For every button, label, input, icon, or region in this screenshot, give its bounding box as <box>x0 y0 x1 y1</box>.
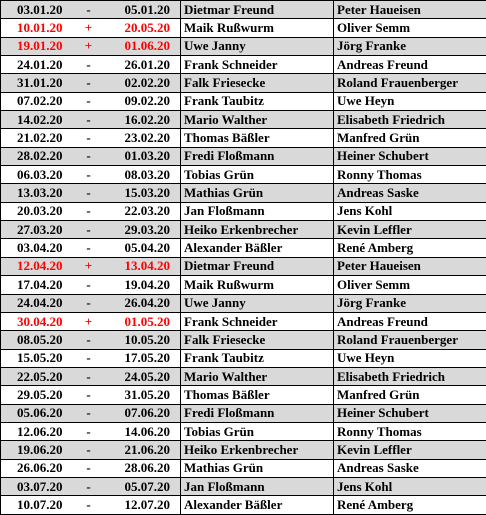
person-1-cell: Dietmar Freund <box>181 257 334 275</box>
person-1-cell: Frank Schneider <box>181 56 334 74</box>
date-from-cell: 05.06.20 <box>1 404 63 422</box>
person-1-cell: Frank Taubitz <box>181 349 334 367</box>
person-2-cell: René Amberg <box>334 239 486 257</box>
person-1-cell: Thomas Bäßler <box>181 386 334 404</box>
table-row <box>1 312 486 330</box>
person-2-cell: René Amberg <box>334 496 486 514</box>
table-row <box>1 331 486 349</box>
date-to-cell: 29.03.20 <box>115 221 181 239</box>
person-2-cell: Roland Frauenberger <box>334 331 486 349</box>
date-to-cell: 01.03.20 <box>115 147 181 165</box>
separator-cell: - <box>63 147 115 165</box>
table-row <box>1 19 486 37</box>
table-row <box>1 386 486 404</box>
person-2-cell: Elisabeth Friedrich <box>334 111 486 129</box>
date-to-cell: 21.06.20 <box>115 441 181 459</box>
person-1-cell: Tobias Grün <box>181 422 334 440</box>
date-from-cell: 17.04.20 <box>1 276 63 294</box>
table-row <box>1 441 486 459</box>
separator-cell: - <box>63 422 115 440</box>
person-1-cell: Fredi Floßmann <box>181 147 334 165</box>
table-row <box>1 184 486 202</box>
person-2-cell: Ronny Thomas <box>334 422 486 440</box>
separator-cell: + <box>63 37 115 55</box>
separator-cell: - <box>63 477 115 495</box>
person-1-cell: Alexander Bäßler <box>181 239 334 257</box>
date-from-cell: 27.03.20 <box>1 221 63 239</box>
date-from-cell: 30.04.20 <box>1 312 63 330</box>
separator-cell: - <box>63 74 115 92</box>
date-to-cell: 20.05.20 <box>115 19 181 37</box>
separator-cell: - <box>63 221 115 239</box>
person-1-cell: Thomas Bäßler <box>181 129 334 147</box>
date-to-cell: 02.02.20 <box>115 74 181 92</box>
date-from-cell: 21.02.20 <box>1 129 63 147</box>
separator-cell: - <box>63 56 115 74</box>
person-2-cell: Kevin Leffler <box>334 221 486 239</box>
date-from-cell: 07.02.20 <box>1 92 63 110</box>
date-to-cell: 10.05.20 <box>115 331 181 349</box>
separator-cell: - <box>63 1 115 19</box>
date-to-cell: 19.04.20 <box>115 276 181 294</box>
table-row <box>1 74 486 92</box>
table-row <box>1 147 486 165</box>
person-2-cell: Peter Haueisen <box>334 1 486 19</box>
person-1-cell: Mario Walther <box>181 111 334 129</box>
date-from-cell: 24.04.20 <box>1 294 63 312</box>
separator-cell: - <box>63 202 115 220</box>
date-to-cell: 09.02.20 <box>115 92 181 110</box>
person-2-cell: Elisabeth Friedrich <box>334 367 486 385</box>
date-from-cell: 06.03.20 <box>1 166 63 184</box>
person-1-cell: Dietmar Freund <box>181 1 334 19</box>
person-2-cell: Manfred Grün <box>334 386 486 404</box>
person-1-cell: Falk Friesecke <box>181 331 334 349</box>
person-1-cell: Falk Friesecke <box>181 74 334 92</box>
date-from-cell: 03.04.20 <box>1 239 63 257</box>
person-1-cell: Mario Walther <box>181 367 334 385</box>
table-row <box>1 129 486 147</box>
table-row <box>1 56 486 74</box>
person-1-cell: Mathias Grün <box>181 184 334 202</box>
date-from-cell: 03.01.20 <box>1 1 63 19</box>
date-to-cell: 28.06.20 <box>115 459 181 477</box>
date-from-cell: 26.06.20 <box>1 459 63 477</box>
date-to-cell: 22.03.20 <box>115 202 181 220</box>
date-from-cell: 19.06.20 <box>1 441 63 459</box>
person-1-cell: Alexander Bäßler <box>181 496 334 514</box>
date-from-cell: 28.02.20 <box>1 147 63 165</box>
date-from-cell: 29.05.20 <box>1 386 63 404</box>
person-2-cell: Jörg Franke <box>334 294 486 312</box>
person-2-cell: Manfred Grün <box>334 129 486 147</box>
table-row <box>1 294 486 312</box>
date-from-cell: 10.07.20 <box>1 496 63 514</box>
separator-cell: + <box>63 312 115 330</box>
separator-cell: - <box>63 496 115 514</box>
table-row <box>1 422 486 440</box>
date-to-cell: 26.01.20 <box>115 56 181 74</box>
separator-cell: - <box>63 441 115 459</box>
separator-cell: - <box>63 404 115 422</box>
person-2-cell: Uwe Heyn <box>334 92 486 110</box>
date-from-cell: 08.05.20 <box>1 331 63 349</box>
person-1-cell: Frank Schneider <box>181 312 334 330</box>
date-to-cell: 01.06.20 <box>115 37 181 55</box>
table-row <box>1 111 486 129</box>
table-row <box>1 367 486 385</box>
person-1-cell: Jan Floßmann <box>181 477 334 495</box>
date-to-cell: 15.03.20 <box>115 184 181 202</box>
date-from-cell: 19.01.20 <box>1 37 63 55</box>
person-2-cell: Oliver Semm <box>334 19 486 37</box>
table-row <box>1 166 486 184</box>
separator-cell: - <box>63 276 115 294</box>
separator-cell: - <box>63 459 115 477</box>
table-row <box>1 496 486 514</box>
date-to-cell: 24.05.20 <box>115 367 181 385</box>
table-row <box>1 349 486 367</box>
date-to-cell: 26.04.20 <box>115 294 181 312</box>
table-row <box>1 239 486 257</box>
person-2-cell: Roland Frauenberger <box>334 74 486 92</box>
person-2-cell: Jens Kohl <box>334 477 486 495</box>
table-row <box>1 1 486 19</box>
separator-cell: - <box>63 331 115 349</box>
date-to-cell: 14.06.20 <box>115 422 181 440</box>
date-to-cell: 31.05.20 <box>115 386 181 404</box>
separator-cell: - <box>63 386 115 404</box>
date-from-cell: 31.01.20 <box>1 74 63 92</box>
person-2-cell: Andreas Freund <box>334 56 486 74</box>
person-2-cell: Heiner Schubert <box>334 404 486 422</box>
separator-cell: - <box>63 349 115 367</box>
date-to-cell: 17.05.20 <box>115 349 181 367</box>
person-2-cell: Uwe Heyn <box>334 349 486 367</box>
person-1-cell: Frank Taubitz <box>181 92 334 110</box>
person-1-cell: Tobias Grün <box>181 166 334 184</box>
person-1-cell: Mathias Grün <box>181 459 334 477</box>
date-from-cell: 22.05.20 <box>1 367 63 385</box>
person-1-cell: Heiko Erkenbrecher <box>181 441 334 459</box>
person-2-cell: Andreas Saske <box>334 184 486 202</box>
table-row <box>1 257 486 275</box>
person-2-cell: Peter Haueisen <box>334 257 486 275</box>
date-to-cell: 05.01.20 <box>115 1 181 19</box>
separator-cell: - <box>63 367 115 385</box>
date-to-cell: 05.07.20 <box>115 477 181 495</box>
date-from-cell: 12.04.20 <box>1 257 63 275</box>
table-row <box>1 477 486 495</box>
date-to-cell: 23.02.20 <box>115 129 181 147</box>
separator-cell: + <box>63 19 115 37</box>
separator-cell: - <box>63 166 115 184</box>
separator-cell: - <box>63 184 115 202</box>
person-2-cell: Jörg Franke <box>334 37 486 55</box>
separator-cell: - <box>63 129 115 147</box>
person-1-cell: Maik Rußwurm <box>181 276 334 294</box>
person-2-cell: Andreas Freund <box>334 312 486 330</box>
person-2-cell: Heiner Schubert <box>334 147 486 165</box>
date-to-cell: 16.02.20 <box>115 111 181 129</box>
person-1-cell: Jan Floßmann <box>181 202 334 220</box>
separator-cell: - <box>63 92 115 110</box>
date-from-cell: 15.05.20 <box>1 349 63 367</box>
table-row <box>1 221 486 239</box>
table-row <box>1 202 486 220</box>
date-to-cell: 08.03.20 <box>115 166 181 184</box>
person-2-cell: Ronny Thomas <box>334 166 486 184</box>
date-to-cell: 13.04.20 <box>115 257 181 275</box>
date-to-cell: 01.05.20 <box>115 312 181 330</box>
table-row <box>1 276 486 294</box>
schedule-body <box>1 1 486 515</box>
table-row <box>1 92 486 110</box>
table-row <box>1 459 486 477</box>
person-2-cell: Andreas Saske <box>334 459 486 477</box>
separator-cell: + <box>63 257 115 275</box>
date-from-cell: 10.01.20 <box>1 19 63 37</box>
date-from-cell: 12.06.20 <box>1 422 63 440</box>
person-2-cell: Oliver Semm <box>334 276 486 294</box>
person-1-cell: Fredi Floßmann <box>181 404 334 422</box>
person-1-cell: Maik Rußwurm <box>181 19 334 37</box>
date-from-cell: 14.02.20 <box>1 111 63 129</box>
person-2-cell: Kevin Leffler <box>334 441 486 459</box>
date-to-cell: 07.06.20 <box>115 404 181 422</box>
table-row <box>1 37 486 55</box>
separator-cell: - <box>63 239 115 257</box>
person-2-cell: Jens Kohl <box>334 202 486 220</box>
date-from-cell: 13.03.20 <box>1 184 63 202</box>
person-1-cell: Uwe Janny <box>181 37 334 55</box>
table-row <box>1 404 486 422</box>
person-1-cell: Uwe Janny <box>181 294 334 312</box>
date-from-cell: 24.01.20 <box>1 56 63 74</box>
date-to-cell: 05.04.20 <box>115 239 181 257</box>
separator-cell: - <box>63 111 115 129</box>
separator-cell: - <box>63 294 115 312</box>
date-to-cell: 12.07.20 <box>115 496 181 514</box>
date-from-cell: 20.03.20 <box>1 202 63 220</box>
person-1-cell: Heiko Erkenbrecher <box>181 221 334 239</box>
date-from-cell: 03.07.20 <box>1 477 63 495</box>
